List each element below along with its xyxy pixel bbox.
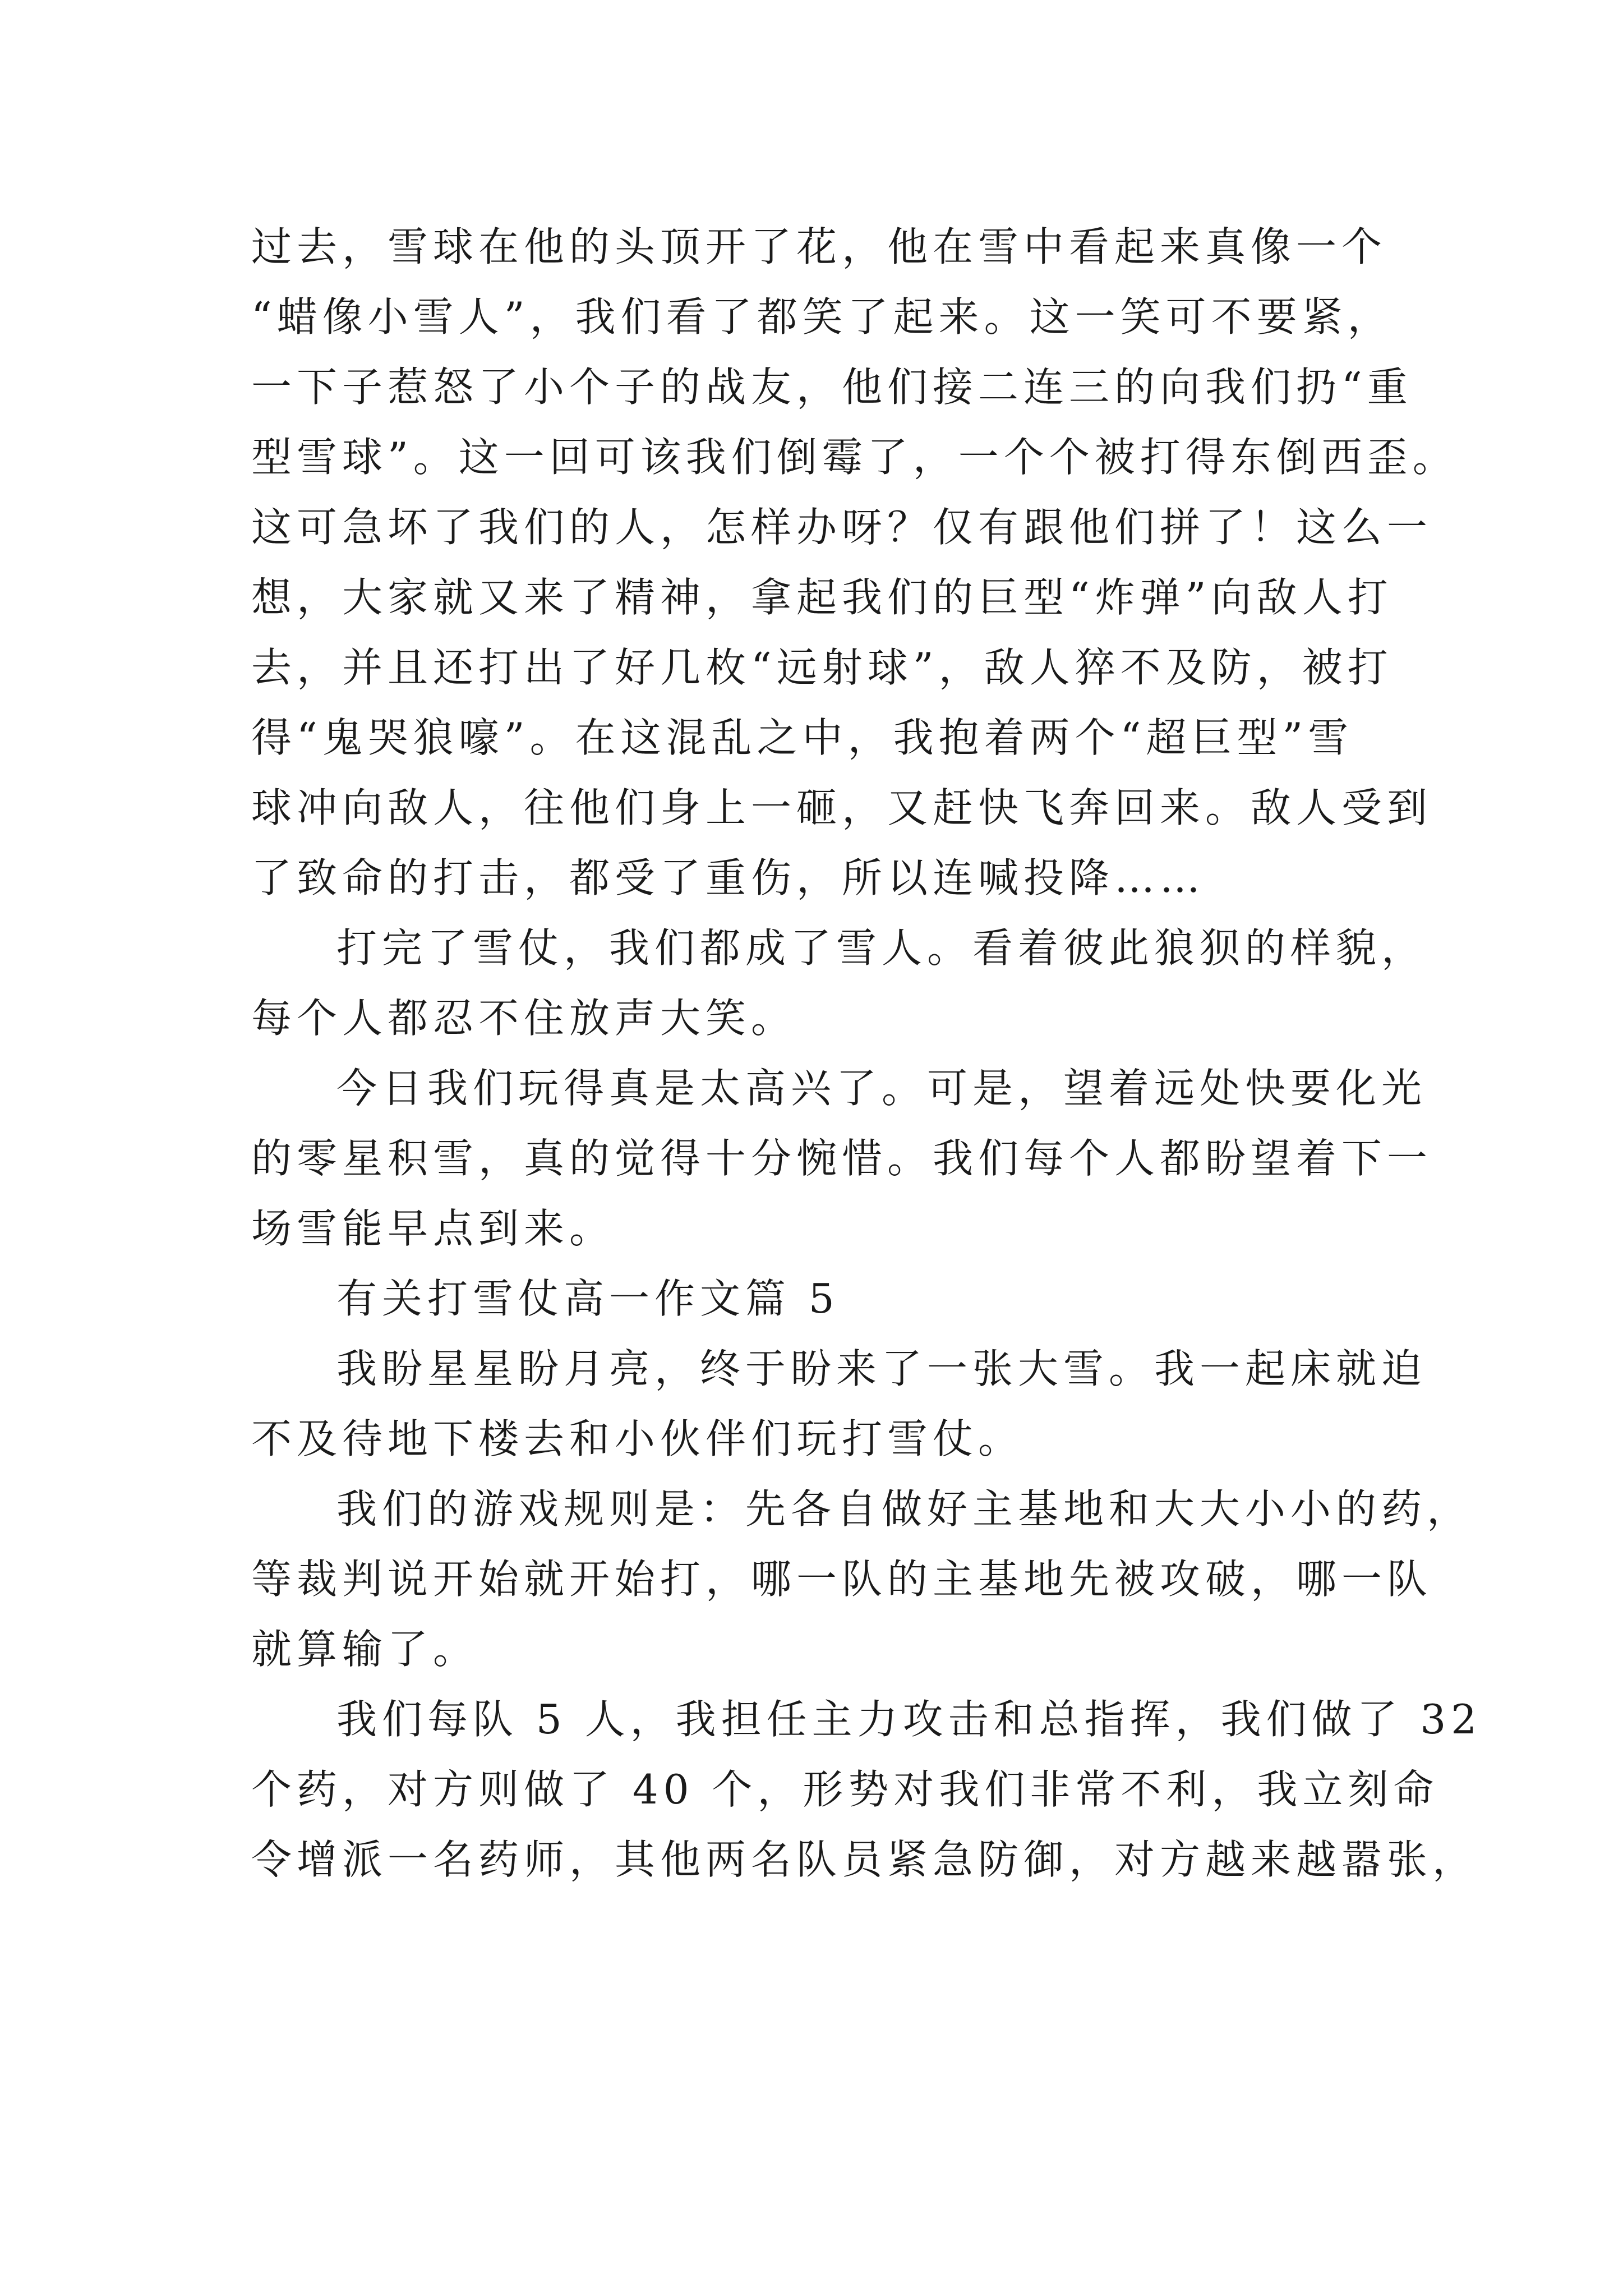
paragraph-first-line: 我们的游戏规则是：先各自做好主基地和大大小小的药， <box>336 1485 1473 1533</box>
text-line: 去，并且还打出了好几枚“远射球”，敌人猝不及防，被打 <box>251 644 1393 691</box>
text-line: 了致命的打击，都受了重伤，所以连喊投降…… <box>251 854 1206 901</box>
text-line: 就算输了。 <box>251 1626 479 1673</box>
section-heading: 有关打雪仗高一作文篇 5 <box>336 1275 840 1322</box>
text-line: 个药，对方则做了 40 个，形势对我们非常不利，我立刻命 <box>251 1766 1439 1813</box>
text-line: 不及待地下楼去和小伙伴们玩打雪仗。 <box>251 1415 1024 1462</box>
paragraph-first-line: 打完了雪仗，我们都成了雪人。看着彼此狼狈的样貌， <box>336 924 1427 972</box>
text-line: 想，大家就又来了精神，拿起我们的巨型“炸弹”向敌人打 <box>251 574 1393 621</box>
text-line: 每个人都忍不住放声大笑。 <box>251 995 797 1042</box>
text-line: 场雪能早点到来。 <box>251 1205 615 1252</box>
paragraph-first-line: 今日我们玩得真是太高兴了。可是，望着远处快要化光 <box>336 1065 1427 1112</box>
paragraph-first-line: 我们每队 5 人，我担任主力攻击和总指挥，我们做了 32 <box>336 1696 1482 1743</box>
text-line: 型雪球”。这一回可该我们倒霉了，一个个被打得东倒西歪。 <box>251 434 1458 481</box>
text-line: 令增派一名药师，其他两名队员紧急防御，对方越来越嚣张， <box>251 1836 1478 1883</box>
text-line: 这可急坏了我们的人，怎样办呀？仅有跟他们拼了！这么一 <box>251 504 1433 551</box>
text-line: 一下子惹怒了小个子的战友，他们接二连三的向我们扔“重 <box>251 364 1413 411</box>
text-line: 等裁判说开始就开始打，哪一队的主基地先被攻破，哪一队 <box>251 1556 1433 1603</box>
text-line: 得“鬼哭狼嚎”。在这混乱之中，我抱着两个“超巨型”雪 <box>251 714 1354 761</box>
paragraph-first-line: 我盼星星盼月亮，终于盼来了一张大雪。我一起床就迫 <box>336 1345 1427 1392</box>
text-line: “蜡像小雪人”，我们看了都笑了起来。这一笑可不要紧， <box>251 293 1393 341</box>
text-line: 过去，雪球在他的头顶开了花，他在雪中看起来真像一个 <box>251 223 1387 270</box>
text-line: 的零星积雪，真的觉得十分惋惜。我们每个人都盼望着下一 <box>251 1135 1433 1182</box>
text-line: 球冲向敌人，往他们身上一砸，又赶快飞奔回来。敌人受到 <box>251 784 1433 831</box>
